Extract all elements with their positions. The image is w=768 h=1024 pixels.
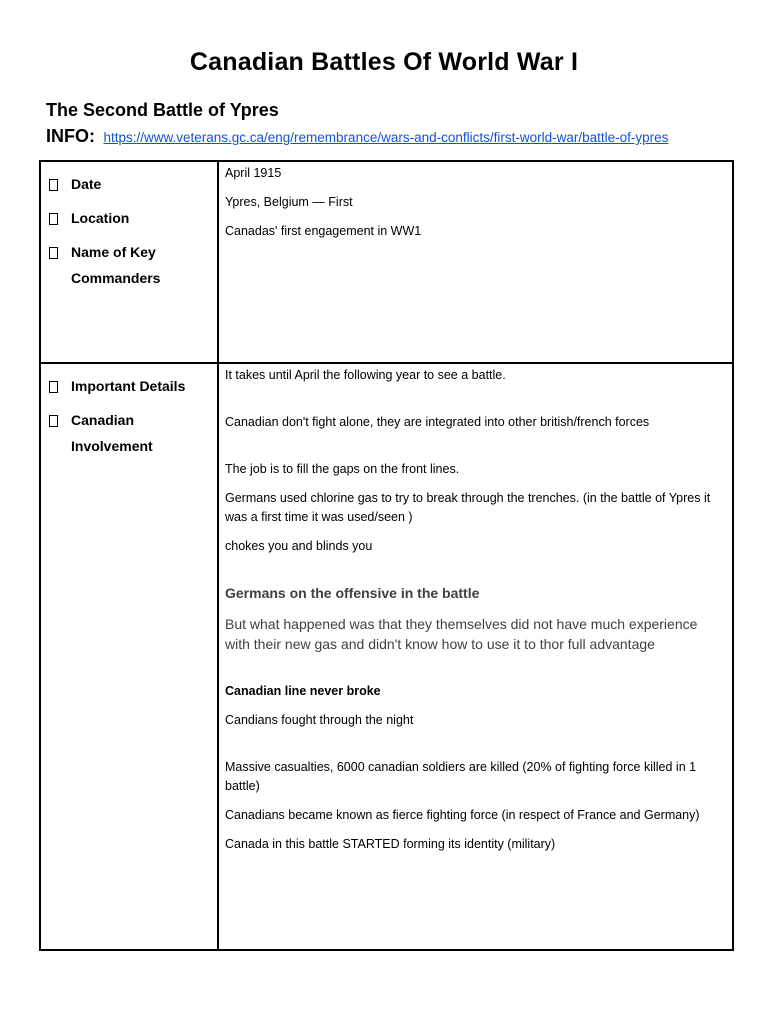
date-value: April 1915 (225, 166, 282, 180)
row1-content (219, 162, 732, 241)
detail-line: Germans used chlorine gas to try to break through the trenches. (in the battle of Ypres it was a first time it was used/seen ) (225, 491, 711, 524)
label-text: Important Details (71, 378, 186, 394)
label-cell (40, 161, 218, 363)
bullet-icon (49, 179, 58, 191)
label-item-details (49, 373, 217, 399)
detail-line: Canadians became known as fierce fighting force (in respect of France and Germany) (225, 808, 700, 822)
label-list (41, 364, 217, 459)
section-heading: The Second Battle of Ypres (46, 100, 279, 120)
content-cell (218, 161, 733, 363)
offensive-paragraph: But what happened was that they themselves did not have much experience with their new gas and didn't know how to use it to thor full advantage (225, 616, 698, 652)
table-row (40, 363, 733, 950)
table-row (40, 161, 733, 363)
label-item-date (49, 171, 217, 197)
detail-line: Candians fought through the night (225, 713, 414, 727)
bullet-icon (49, 415, 58, 427)
bullet-icon (49, 247, 58, 259)
document-title: Canadian Battles Of World War I (189, 48, 579, 76)
detail-line: Canadian don't fight alone, they are integrated into other british/french forces (225, 415, 650, 429)
offensive-heading: Germans on the offensive in the battle (225, 585, 480, 601)
label-text: Canadian Involvement (71, 412, 153, 454)
label-item-location (49, 205, 217, 231)
label-text: Location (71, 210, 130, 226)
label-item-involvement (49, 407, 217, 459)
bold-detail-line: Canadian line never broke (225, 684, 381, 698)
location-value: Ypres, Belgium — First (225, 195, 353, 209)
info-line (46, 126, 668, 147)
label-text: Name of Key Commanders (71, 244, 161, 286)
bullet-icon (49, 381, 58, 393)
label-cell (40, 363, 218, 950)
detail-line: The job is to fill the gaps on the front lines. (225, 462, 460, 476)
info-link[interactable]: https://www.veterans.gc.ca/eng/remembrance/wars-and-conflicts/first-world-war/battle-of-ypres (103, 130, 669, 145)
label-list (41, 162, 217, 291)
detail-line: Massive casualties, 6000 canadian soldiers are killed (20% of fighting force killed in 1 battle) (225, 760, 697, 793)
engagement-note: Canadas' first engagement in WW1 (225, 224, 422, 238)
battle-info-table (39, 160, 734, 951)
info-label: INFO: (46, 126, 95, 146)
label-text: Date (71, 176, 102, 192)
detail-line: Canada in this battle STARTED forming its identity (military) (225, 837, 556, 851)
detail-line: chokes you and blinds you (225, 539, 373, 553)
row2-content (219, 364, 732, 854)
label-item-commanders (49, 239, 217, 291)
detail-line: It takes until April the following year to see a battle. (225, 368, 506, 382)
bullet-icon (49, 213, 58, 225)
content-cell (218, 363, 733, 950)
